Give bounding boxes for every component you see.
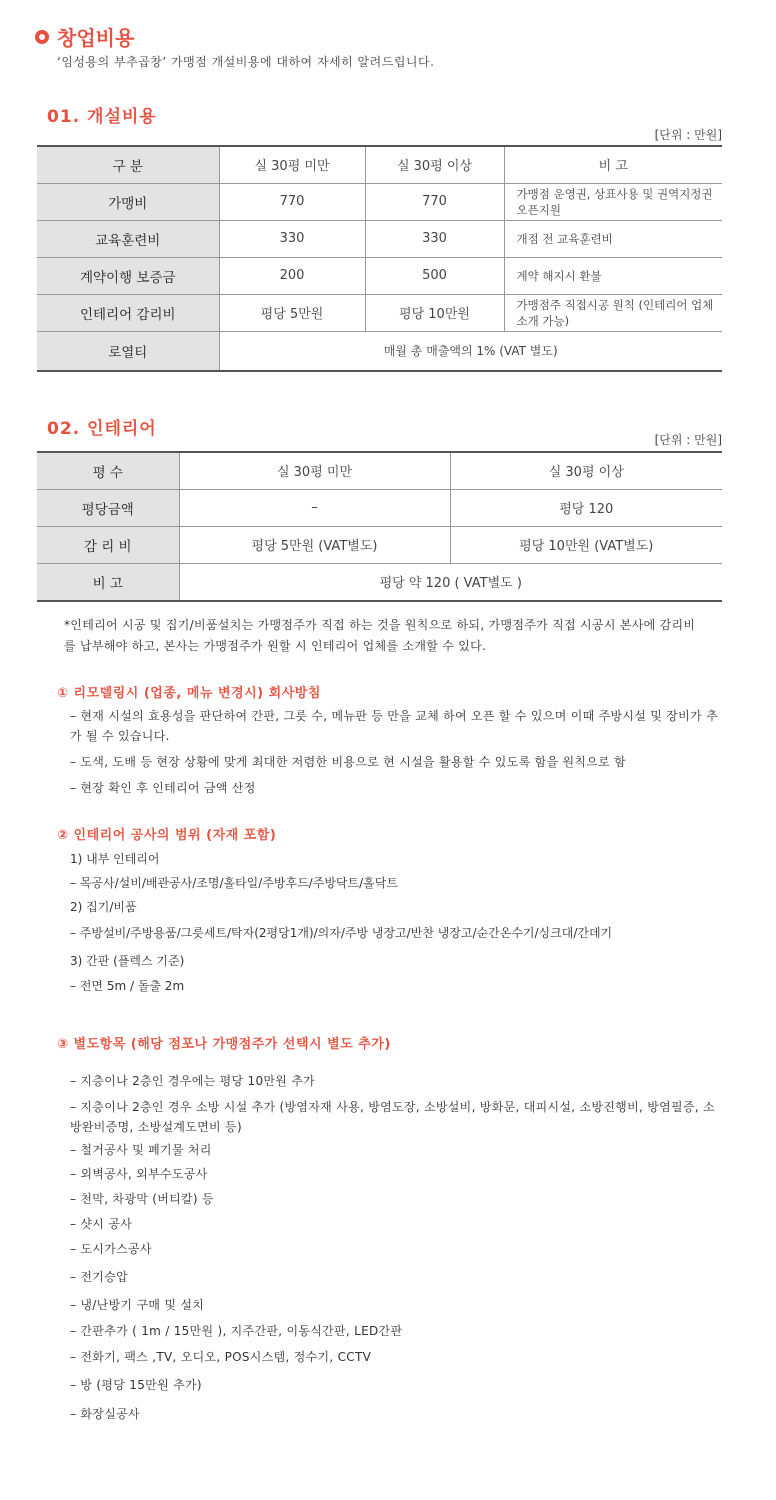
list-item: – 지층이나 2층인 경우에는 평당 10만원 추가	[70, 1074, 316, 1088]
list-item: – 목공사/설비/배관공사/조명/홀타일/주방후드/주방닥트/홀닥트	[70, 876, 398, 890]
cell-under30: 330	[219, 220, 365, 257]
policy-3-title: ③ 별도항목 (해당 점포나 가맹점주가 선택시 별도 추가)	[57, 1037, 391, 1052]
cell-under30: –	[179, 489, 450, 526]
col-header: 실 30평 이상	[365, 146, 504, 183]
table-row	[37, 220, 722, 257]
section-2-unit: [단위 : 만원]	[654, 433, 722, 447]
table-row	[37, 489, 722, 526]
row-label: 가맹비	[37, 183, 219, 220]
cell-under30: 200	[219, 257, 365, 294]
table-row	[37, 294, 722, 331]
col-header: 실 30평 미만	[219, 146, 365, 183]
interior-table	[37, 451, 722, 602]
list-item: – 전화기, 팩스 ,TV, 오디오, POS시스템, 정수기, CCTV	[70, 1350, 372, 1364]
cell-over30: 770	[365, 183, 504, 220]
row-label: 감 리 비	[37, 526, 179, 563]
remark-value: 평당 약 120 ( VAT별도 )	[179, 563, 722, 601]
cell-under30: 평당 5만원	[219, 294, 365, 331]
row-label: 교육훈련비	[37, 220, 219, 257]
list-item: – 지층이나 2층인 경우 소방 시설 추가 (방염자재 사용, 방염도장, 소방설비, 방화문, 대피시설, 소방진행비, 방염필증, 소방완비증명, 소방설계도면비 등)	[70, 1100, 715, 1134]
cell-note: 가맹점주 직접시공 원칙 (인테리어 업체 소개 가능)	[504, 294, 722, 331]
cell-under30: 평당 5만원 (VAT별도)	[179, 526, 450, 563]
policy-1-title: ① 리모델링시 (업종, 메뉴 변경시) 회사방침	[57, 686, 321, 701]
list-item: – 냉/난방기 구매 및 설치	[70, 1298, 205, 1312]
table-header-row	[37, 146, 722, 183]
cell-under30: 770	[219, 183, 365, 220]
col-header: 비 고	[504, 146, 722, 183]
table-row	[37, 257, 722, 294]
list-item: – 도색, 도배 등 현장 상황에 맞게 최대한 저렴한 비용으로 현 시설을 활용할 수 있도록 함을 원칙으로 함	[70, 755, 627, 769]
intro-text: ‘임성용의 부추곱창’ 가맹점 개설비용에 대하여 자세히 알려드립니다.	[57, 55, 435, 69]
table-row	[37, 183, 722, 220]
section-2-title: 02. 인테리어	[47, 419, 157, 439]
list-heading: 2) 집기/비품	[70, 900, 137, 914]
section-1-unit: [단위 : 만원]	[654, 128, 722, 142]
list-item: – 전면 5m / 돌출 2m	[70, 979, 185, 993]
cell-over30: 500	[365, 257, 504, 294]
policy-2-title: ② 인테리어 공사의 범위 (자재 포함)	[57, 828, 277, 843]
list-item: – 도시가스공사	[70, 1242, 152, 1256]
col-header: 구 분	[37, 146, 219, 183]
list-item: – 화장실공사	[70, 1407, 140, 1421]
col-header: 실 30평 미만	[179, 452, 450, 489]
section-1-title: 01. 개설비용	[47, 107, 157, 127]
page-title: 창업비용	[57, 26, 135, 50]
cell-note: 개점 전 교육훈련비	[504, 220, 722, 257]
list-item: – 철거공사 및 폐기물 처리	[70, 1143, 212, 1157]
cell-over30: 평당 10만원 (VAT별도)	[450, 526, 722, 563]
list-heading: 3) 간판 (플렉스 기준)	[70, 954, 185, 968]
list-item: – 현재 시설의 효용성을 판단하여 간판, 그릇 수, 메뉴판 등 만을 교체 하여 오픈 할 수 있으며 이때 주방시설 및 장비가 추가 될 수 있습니다.	[70, 709, 718, 743]
list-item: – 현장 확인 후 인테리어 금액 산정	[70, 781, 256, 795]
royalty-row	[37, 331, 722, 371]
bullet-circle-icon	[35, 30, 49, 44]
col-header: 실 30평 이상	[450, 452, 722, 489]
list-item: – 주방설비/주방용품/그릇세트/탁자(2평당1개)/의자/주방 냉장고/반찬 냉장고/순간온수기/싱크대/간데기	[70, 926, 613, 940]
row-label: 인테리어 감리비	[37, 294, 219, 331]
cell-over30: 평당 120	[450, 489, 722, 526]
row-label: 계약이행 보증금	[37, 257, 219, 294]
list-item: – 천막, 차광막 (버티칼) 등	[70, 1192, 214, 1206]
col-header: 평 수	[37, 452, 179, 489]
cell-over30: 평당 10만원	[365, 294, 504, 331]
list-item: – 간판추가 ( 1m / 15만원 ), 지주간판, 이동식간판, LED간판	[70, 1324, 403, 1338]
row-label: 로열티	[37, 331, 219, 371]
row-label: 비 고	[37, 563, 179, 601]
row-label: 평당금액	[37, 489, 179, 526]
interior-footnote: *인테리어 시공 및 집기/비품설치는 가맹점주가 직접 하는 것을 원칙으로 하되, 가맹점주가 직접 시공시 본사에 감리비를 납부해야 하고, 본사는 가맹점주가 원할 시 인테리어 업체를 소개할 수 있다.	[64, 618, 696, 653]
list-item: – 방 (평당 15만원 추가)	[70, 1378, 202, 1392]
cell-note: 계약 해지시 환불	[504, 257, 722, 294]
table-row	[37, 526, 722, 563]
list-heading: 1) 내부 인테리어	[70, 852, 160, 866]
table-header-row	[37, 452, 722, 489]
list-item: – 샷시 공사	[70, 1217, 133, 1231]
list-item: – 전기승압	[70, 1270, 128, 1284]
opening-cost-table	[37, 145, 722, 372]
page-header	[35, 22, 134, 51]
table-row	[37, 563, 722, 601]
cell-note: 가맹점 운영권, 상표사용 및 권역지정권 오픈지원	[504, 183, 722, 220]
list-item: – 외벽공사, 외부수도공사	[70, 1167, 208, 1181]
royalty-value: 매월 총 매출액의 1% (VAT 별도)	[219, 331, 722, 371]
cell-over30: 330	[365, 220, 504, 257]
